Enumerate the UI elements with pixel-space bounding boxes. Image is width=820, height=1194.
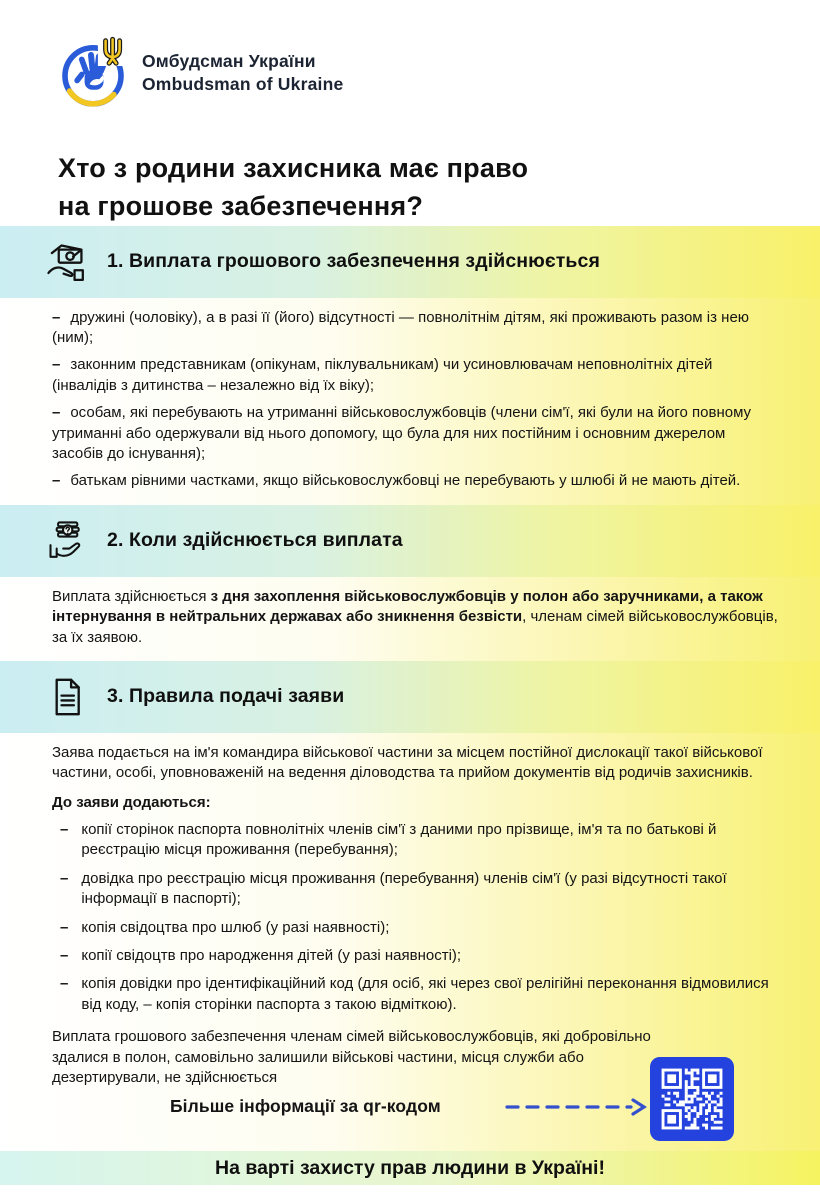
paragraph-text: , членам сімей військовослужбовців, за їх заявою. <box>52 608 778 646</box>
attachments-list-label: До заяви додаються: <box>52 793 211 811</box>
list-item <box>52 820 780 861</box>
bullet-dash: – <box>52 356 61 374</box>
list-item <box>52 946 780 966</box>
qr-info-label: Більше інформації за qr-кодом <box>170 1096 441 1117</box>
section-1-body <box>0 298 820 505</box>
logo <box>58 38 765 108</box>
section-1-header <box>0 226 820 298</box>
section-2-title: 2. Коли здійснюється виплата <box>107 529 403 552</box>
trident-icon <box>98 37 127 66</box>
bullet-text: батькам рівними частками, якщо військовослужбовці не перебувають у шлюбі й не мають дітей. <box>70 472 741 490</box>
section-3-header <box>0 661 820 733</box>
cash-stack-hand-icon <box>45 517 89 565</box>
bullet-text: дружині (чоловіку), а в разі її (його) відсутності — повнолітнім дітям, які проживають разом із нею (ним); <box>52 308 750 346</box>
paragraph-text: Виплата здійснюється <box>52 587 211 605</box>
bullet-dash: – <box>60 821 69 839</box>
bullet-dash: – <box>60 975 69 993</box>
footer-slogan: На варті захисту прав людини в Україні! <box>215 1156 605 1179</box>
footer-slogan-band <box>0 1151 820 1185</box>
banknote-hand-icon <box>45 238 89 286</box>
exclusion-paragraph: Виплата грошового забезпечення членам сімей військовослужбовців, які добровільно здалися в полон, самовільно залишили військові частини, місця служби або дезертирували, не здійснюється <box>52 1028 651 1086</box>
bullet-dash: – <box>52 472 61 490</box>
page-title-line1: Хто з родини захисника має право <box>58 153 529 183</box>
application-intro-paragraph: Заява подається на ім'я командира військової частини за місцем постійної дислокації такої військової частини, особі, уповноваженій на ведення діловодства та прийом документів від родичів захисників. <box>52 743 763 782</box>
bullet-dash: – <box>60 918 69 936</box>
list-item <box>52 403 780 464</box>
bullet-dash: – <box>60 869 69 887</box>
list-item <box>52 918 780 938</box>
document-icon <box>45 673 89 721</box>
section-3-body <box>0 733 820 1151</box>
bullet-text: копія свідоцтва про шлюб (у разі наявності); <box>81 918 390 936</box>
logo-title-uk: Омбудсман України <box>142 51 316 72</box>
logo-title-en: Ombudsman of Ukraine <box>142 74 344 94</box>
bullet-text: копії свідоцтв про народження дітей (у разі наявності); <box>81 947 462 965</box>
list-item <box>52 308 780 349</box>
payment-timing-paragraph <box>52 587 780 648</box>
bullet-text: особам, які перебувають на утриманні військовослужбовців (члени сім'ї, які були на його повному утриманні або одержували від нього допомогу, що була для них постійним і основним джерелом засобів до існування); <box>52 404 752 462</box>
ombudsman-logo-icon <box>58 38 128 108</box>
bullet-text: довідка про реєстрацію місця проживання (перебування) членів сім'ї (у разі відсутності такої інформації в паспорті); <box>81 869 727 908</box>
list-item <box>52 869 780 910</box>
bottom-margin <box>0 1185 820 1194</box>
list-item <box>52 974 780 1015</box>
bullet-text: копії сторінок паспорта повнолітніх членів сім'ї з даними про прізвище, ім'я та по батькові й реєстрацію місця проживання (перебування); <box>81 821 717 859</box>
bullet-text: копія довідки про ідентифікаційний код (для осіб, які через свої релігійні переконання відмовилися від коду, – копія сторінки паспорта з такою відміткою). <box>81 975 769 1013</box>
page-title-line2: на грошове забезпечення? <box>58 190 424 221</box>
header <box>0 0 820 226</box>
section-2-header <box>0 505 820 577</box>
bullet-dash: – <box>52 404 61 422</box>
section-3-title: 3. Правила подачі заяви <box>107 685 345 708</box>
bullet-dash: – <box>52 308 61 326</box>
bullet-text: законним представникам (опікунам, піклувальникам) чи усиновлювачам неповнолітніх дітей (інвалідів з дитинства – незалежно від їх віку); <box>52 356 713 394</box>
section-1-title: 1. Виплата грошового забезпечення здійснюється <box>107 250 600 273</box>
list-item <box>52 355 780 396</box>
bullet-dash: – <box>60 947 69 965</box>
page-title <box>58 150 765 226</box>
dashed-arrow-icon <box>503 1097 653 1117</box>
list-item <box>52 471 780 491</box>
qr-code <box>648 1057 736 1141</box>
logo-text <box>142 50 343 96</box>
paragraph-bold-text: з дня захоплення військовослужбовців у полон або заручниками, а також інтернування в нейтральних державах або зникнення безвісти <box>52 587 763 626</box>
section-2-body <box>0 577 820 661</box>
